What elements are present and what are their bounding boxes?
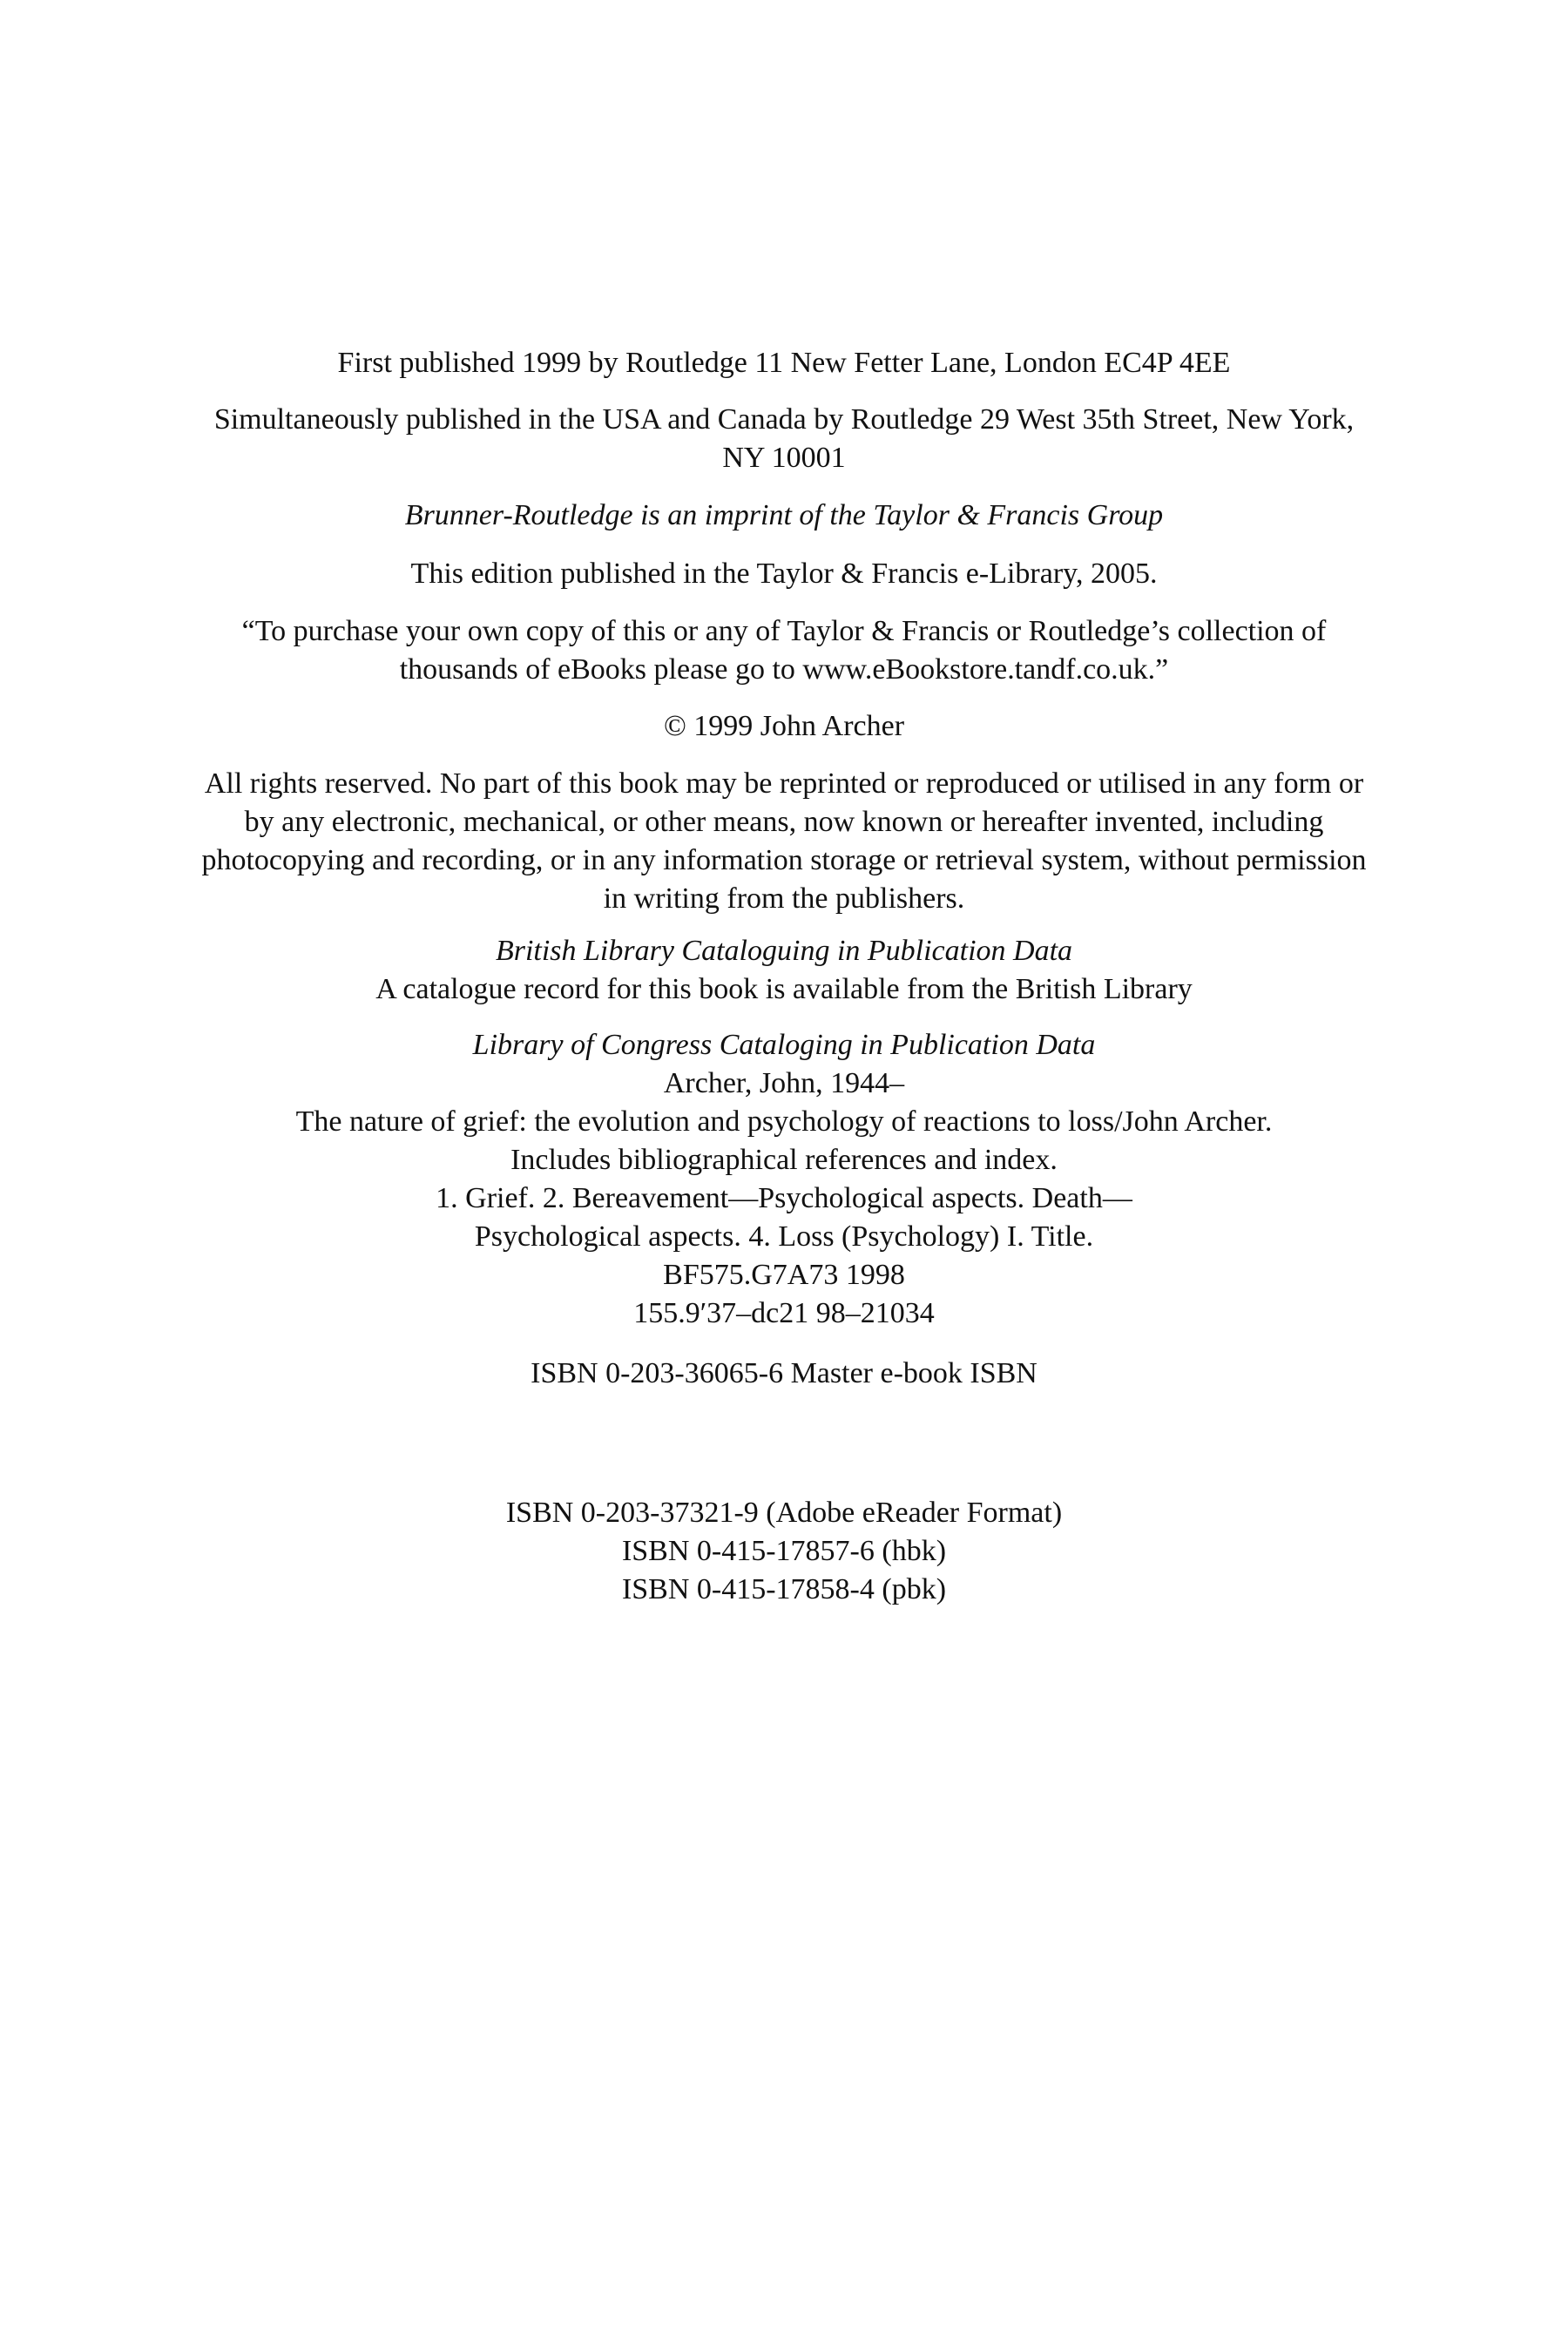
isbn-line: ISBN 0-203-37321-9 (Adobe eReader Format): [505, 1497, 1063, 1529]
edition-note: [174, 555, 1394, 593]
first-published-text: First published 1999 by Routledge 11 New Fetter Lane, London EC4P 4EE: [337, 347, 1231, 379]
rights-statement-text: All rights reserved. No part of this book may be reprinted or reproduced or utilised in any form or by any electronic, mechanical, or other means, now known or hereafter invented, including photocopying and recording, or in any information storage or retrieval system, without permission in writing from the publishers.: [201, 767, 1367, 915]
cip-line: Psychological aspects. 4. Loss (Psychology) I. Title.: [474, 1220, 1094, 1253]
purchase-note-text: “To purchase your own copy of this or any of Taylor & Francis or Routledge’s collection of thousands of eBooks please go to www.eBookstore.tandf.co.uk.”: [241, 615, 1327, 686]
library-of-congress-section: [174, 1026, 1394, 1333]
copyright-notice: [174, 707, 1394, 746]
british-library-text: A catalogue record for this book is available from the British Library: [375, 973, 1193, 1005]
cip-line: Archer, John, 1944–: [663, 1067, 905, 1099]
cip-line: 1. Grief. 2. Bereavement—Psychological aspects. Death—: [436, 1182, 1132, 1214]
copyright-notice-text: © 1999 John Archer: [663, 710, 905, 742]
master-isbn-text: ISBN 0-203-36065-6 Master e-book ISBN: [531, 1357, 1037, 1389]
library-of-congress-heading: Library of Congress Cataloging in Publication Data: [472, 1029, 1096, 1061]
first-published-line: [174, 344, 1394, 382]
purchase-note: [192, 612, 1376, 689]
master-isbn: [174, 1355, 1394, 1393]
edition-note-text: This edition published in the Taylor & Francis e-Library, 2005.: [410, 558, 1158, 590]
cip-line: 155.9′37–dc21 98–21034: [633, 1297, 935, 1329]
isbn-line: ISBN 0-415-17857-6 (hbk): [621, 1535, 947, 1567]
isbn-list: [174, 1494, 1394, 1609]
british-library-heading: British Library Cataloguing in Publication Data: [495, 935, 1073, 967]
isbn-line: ISBN 0-415-17858-4 (pbk): [621, 1573, 947, 1605]
british-library-section: [174, 932, 1394, 1009]
imprint-note: [174, 497, 1394, 535]
cip-line: The nature of grief: the evolution and psychology of reactions to loss/John Archer.: [295, 1105, 1273, 1138]
cip-line: BF575.G7A73 1998: [663, 1259, 905, 1291]
cip-line: Includes bibliographical references and index.: [510, 1144, 1058, 1176]
imprint-note-text: Brunner-Routledge is an imprint of the Taylor & Francis Group: [404, 499, 1164, 531]
simultaneous-publication-text: Simultaneously published in the USA and Canada by Routledge 29 West 35th Street, New York, NY 10001: [213, 403, 1355, 474]
simultaneous-publication: [200, 401, 1368, 477]
rights-statement: [187, 765, 1381, 918]
